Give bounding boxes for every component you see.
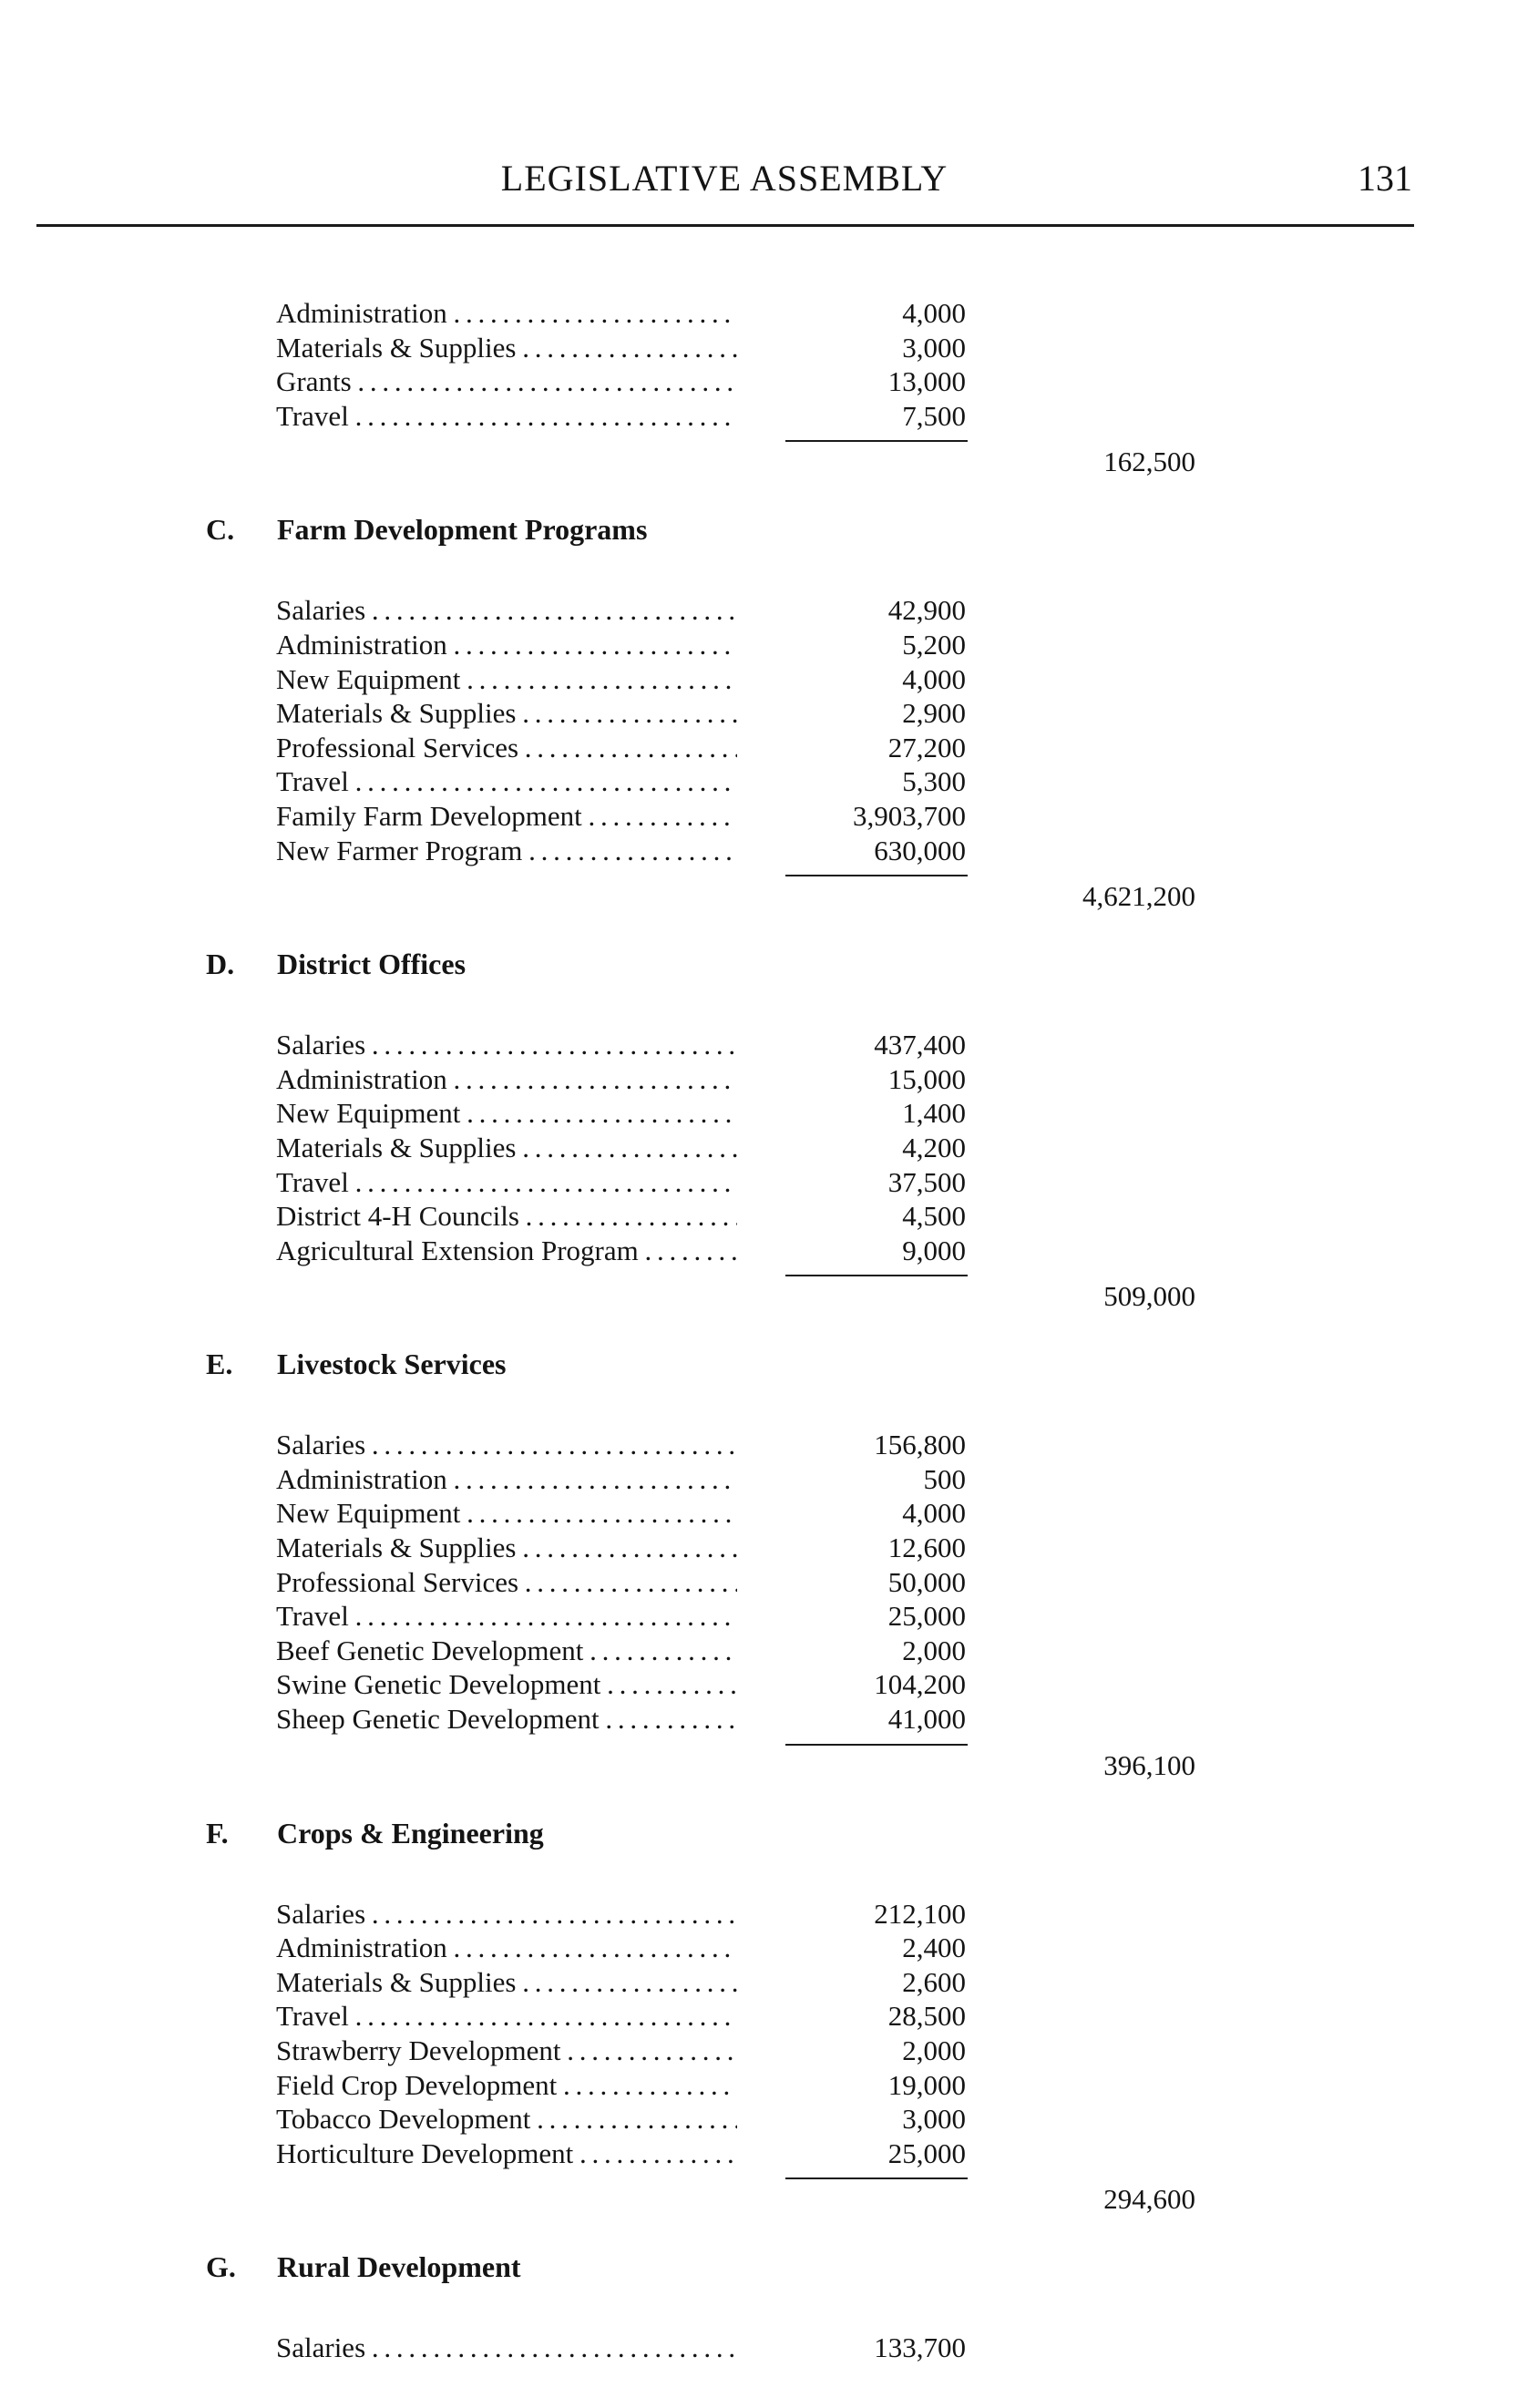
line-item-amount: 2,900: [902, 697, 966, 730]
line-item: [0, 696, 1538, 731]
line-item-amount: 9,000: [902, 1234, 966, 1266]
budget-section: [0, 1326, 1538, 1794]
budget-section: [0, 491, 1538, 926]
line-item-amount: 500: [923, 1462, 966, 1495]
line-item: [0, 1428, 1538, 1462]
budget-section: [0, 2229, 1538, 2365]
line-item: [0, 1462, 1538, 1497]
line-item-label: Travel . . .: [276, 1999, 737, 2034]
section-letter: G.: [206, 2250, 236, 2284]
section-total: 4,621,200: [1082, 880, 1195, 913]
line-item-label: Tobacco Development . . .: [276, 2102, 737, 2136]
line-item-amount: 28,500: [887, 2000, 966, 2033]
line-item-amount: 3,000: [902, 2103, 966, 2136]
line-item-amount: 19,000: [887, 2068, 966, 2101]
budget-section: [0, 926, 1538, 1326]
line-item-label: Salaries . . .: [276, 593, 737, 628]
line-item-label: Salaries . . .: [276, 2331, 737, 2365]
line-item-amount: 133,700: [874, 2331, 966, 2364]
line-item: [0, 764, 1538, 799]
line-item-label: Travel . . .: [276, 1165, 737, 1200]
line-item-amount: 437,400: [874, 1029, 966, 1061]
line-item-label: Administration . . .: [276, 628, 737, 662]
running-title: LEGISLATIVE ASSEMBLY: [500, 158, 948, 199]
line-item: [0, 799, 1538, 834]
subtotal-rule: [785, 440, 968, 442]
line-item: [0, 662, 1538, 697]
line-item-amount: 27,200: [887, 731, 966, 763]
section-heading: [0, 1795, 1538, 1897]
line-item-amount: 7,500: [902, 399, 966, 432]
line-item: [0, 1028, 1538, 1062]
line-item-label: Materials & Supplies . . .: [276, 1531, 737, 1565]
line-item-amount: 2,600: [902, 1965, 966, 1998]
line-item: [0, 1131, 1538, 1165]
subtotal-row: [0, 1737, 1538, 1781]
line-item: [0, 1565, 1538, 1600]
section-heading: [0, 2229, 1538, 2331]
line-item-amount: 2,400: [902, 1932, 966, 1964]
subtotal-rule: [785, 2177, 968, 2179]
running-head: [36, 157, 1412, 211]
line-item-amount: 630,000: [874, 834, 966, 866]
section-letter: D.: [206, 948, 235, 981]
subtotal-row: [0, 867, 1538, 913]
section-heading: [0, 491, 1538, 593]
line-item: [0, 2102, 1538, 2136]
subtotal-row: [0, 1267, 1538, 1313]
subtotal-row: [0, 433, 1538, 478]
line-item-label: Materials & Supplies . . .: [276, 1965, 737, 2000]
line-item: [0, 1531, 1538, 1565]
section-total: 162,500: [1103, 446, 1195, 478]
section-title: Rural Development: [277, 2250, 521, 2284]
line-item-label: Administration . . .: [276, 1462, 737, 1497]
line-item: [0, 1062, 1538, 1097]
line-item-label: Materials & Supplies . . .: [276, 696, 737, 731]
line-item-amount: 212,100: [874, 1897, 966, 1930]
line-item-label: Field Crop Development . . .: [276, 2068, 737, 2103]
line-item: [0, 1496, 1538, 1531]
line-item-amount: 4,000: [902, 1497, 966, 1530]
line-item-amount: 3,903,700: [853, 799, 966, 832]
line-item: [0, 1234, 1538, 1268]
line-item: [0, 628, 1538, 662]
page-number: 131: [1358, 158, 1412, 199]
line-item-amount: 4,000: [902, 662, 966, 695]
subtotal-rule: [785, 1275, 968, 1276]
line-item-amount: 5,200: [902, 628, 966, 661]
line-item-label: New Equipment . . .: [276, 1096, 737, 1131]
line-item-label: Travel . . .: [276, 1599, 737, 1634]
line-item-amount: 2,000: [902, 2034, 966, 2066]
line-item-label: Professional Services . . .: [276, 731, 737, 765]
line-item: [0, 1096, 1538, 1131]
section-spacer: [0, 1304, 1538, 1326]
line-item-amount: 4,200: [902, 1131, 966, 1163]
section-spacer: [0, 469, 1538, 491]
line-item: [0, 1599, 1538, 1634]
section-spacer: [0, 1773, 1538, 1795]
line-item: [0, 2331, 1538, 2365]
line-item-amount: 12,600: [887, 1532, 966, 1564]
section-heading: [0, 926, 1538, 1028]
section-title: Livestock Services: [277, 1347, 507, 1381]
line-item-label: Sheep Genetic Development . . .: [276, 1702, 737, 1737]
section-total: 294,600: [1103, 2183, 1195, 2216]
line-item: [0, 2136, 1538, 2171]
line-item-amount: 156,800: [874, 1429, 966, 1461]
line-item-label: Agricultural Extension Program . . .: [276, 1234, 737, 1268]
section-spacer: [0, 2207, 1538, 2229]
budget-section: [0, 1795, 1538, 2229]
line-item-label: New Equipment . . .: [276, 1496, 737, 1531]
line-item: [0, 731, 1538, 765]
line-item: [0, 331, 1538, 365]
line-item: [0, 1634, 1538, 1668]
section-letter: C.: [206, 513, 235, 547]
line-item: [0, 364, 1538, 399]
subtotal-row: [0, 2170, 1538, 2216]
line-item-amount: 37,500: [887, 1165, 966, 1198]
line-item-amount: 25,000: [887, 2136, 966, 2169]
line-item-label: Horticulture Development . . .: [276, 2136, 737, 2171]
line-item: [0, 1199, 1538, 1234]
line-item-amount: 15,000: [887, 1062, 966, 1095]
line-item: [0, 1667, 1538, 1702]
line-item: [0, 1165, 1538, 1200]
line-item-label: Administration . . .: [276, 1931, 737, 1965]
subtotal-rule: [785, 875, 968, 876]
line-item-amount: 13,000: [887, 365, 966, 398]
line-item-label: Administration . . .: [276, 1062, 737, 1097]
line-item-amount: 41,000: [887, 1703, 966, 1736]
line-item-amount: 42,900: [887, 594, 966, 627]
line-item: [0, 593, 1538, 628]
line-item-label: District 4-H Councils . . .: [276, 1199, 737, 1234]
line-item: [0, 2068, 1538, 2103]
line-item: [0, 1897, 1538, 1932]
line-item-amount: 104,200: [874, 1668, 966, 1701]
line-item-label: Salaries . . .: [276, 1897, 737, 1932]
section-total: 509,000: [1103, 1280, 1195, 1313]
line-item-label: Salaries . . .: [276, 1428, 737, 1462]
line-item-label: Materials & Supplies . . .: [276, 1131, 737, 1165]
line-item-amount: 2,000: [902, 1634, 966, 1666]
line-item-amount: 50,000: [887, 1565, 966, 1598]
line-item-label: Family Farm Development . . .: [276, 799, 737, 834]
line-item-label: Materials & Supplies . . .: [276, 331, 737, 365]
line-item-label: New Equipment . . .: [276, 662, 737, 697]
line-item-label: New Farmer Program . . .: [276, 834, 737, 868]
section-spacer: [0, 904, 1538, 926]
line-item-label: Travel . . .: [276, 399, 737, 434]
section-title: Farm Development Programs: [277, 513, 648, 547]
line-item-label: Travel . . .: [276, 764, 737, 799]
line-item: [0, 1702, 1538, 1737]
line-item-amount: 4,000: [902, 297, 966, 329]
line-item: [0, 834, 1538, 868]
line-item-amount: 1,400: [902, 1097, 966, 1130]
line-item: [0, 296, 1538, 331]
line-item: [0, 1999, 1538, 2034]
line-item-label: Strawberry Development . . .: [276, 2034, 737, 2068]
section-title: District Offices: [277, 948, 467, 981]
line-item-label: Swine Genetic Development . . .: [276, 1667, 737, 1702]
budget-listing: [0, 296, 1538, 2365]
line-item-amount: 25,000: [887, 1600, 966, 1633]
line-item-label: Professional Services . . .: [276, 1565, 737, 1600]
line-item-amount: 4,500: [902, 1200, 966, 1233]
line-item: [0, 399, 1538, 434]
line-item-label: Grants . . .: [276, 364, 737, 399]
budget-section: [0, 296, 1538, 491]
line-item: [0, 2034, 1538, 2068]
line-item: [0, 1965, 1538, 2000]
section-title: Crops & Engineering: [277, 1816, 544, 1850]
header-rule: [36, 224, 1414, 227]
section-heading: [0, 1326, 1538, 1428]
line-item-label: Beef Genetic Development . . .: [276, 1634, 737, 1668]
line-item-label: Salaries . . .: [276, 1028, 737, 1062]
section-letter: E.: [206, 1347, 233, 1381]
line-item-amount: 3,000: [902, 331, 966, 364]
section-letter: F.: [206, 1816, 229, 1850]
line-item: [0, 1931, 1538, 1965]
line-item-label: Administration . . .: [276, 296, 737, 331]
subtotal-rule: [785, 1744, 968, 1746]
section-total: 396,100: [1103, 1748, 1195, 1781]
line-item-amount: 5,300: [902, 765, 966, 798]
